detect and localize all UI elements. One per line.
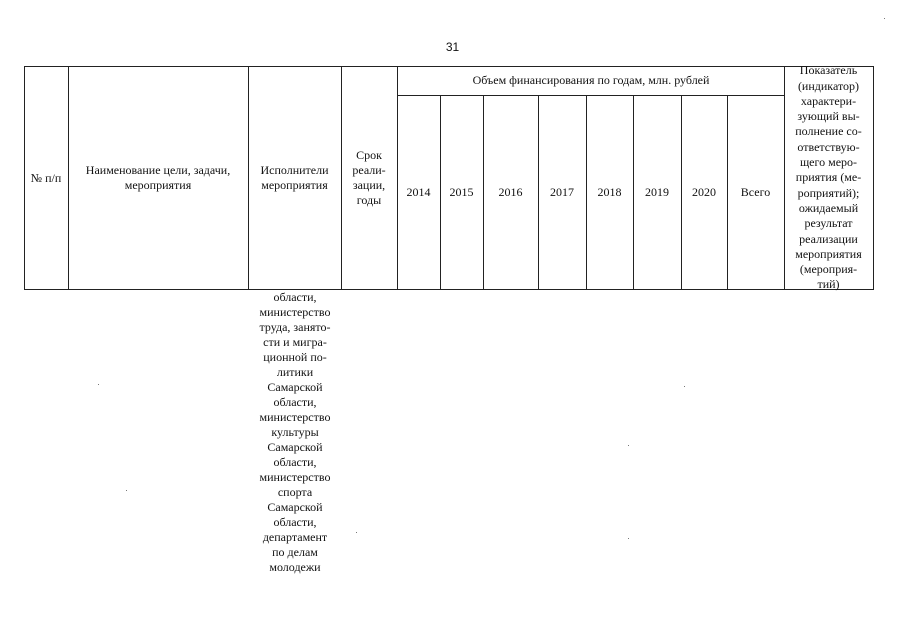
header-name [68,66,248,290]
header-name-line: мероприятия [124,178,192,192]
continuation-line: области, [273,395,317,409]
header-indicator-line: роприятий); [797,185,860,200]
scan-speck [628,538,629,539]
continuation-line: по делам [272,545,318,559]
header-indicator-line: характери- [800,93,857,108]
header-term [341,66,397,290]
year-header-total: Всего [740,185,771,199]
continuation-line: культуры [271,425,319,439]
header-indicator-line: результат [804,216,853,231]
continuation-line: Самарской [267,380,323,394]
scan-speck [98,384,99,385]
header-executors [248,66,341,290]
page-number: 31 [445,40,460,54]
continuation-line: литики [276,365,314,379]
continuation-line: Самарской [267,500,323,514]
continuation-line: сти и мигра- [263,335,327,349]
scan-speck [884,18,885,19]
header-term-line: Срок [356,148,382,162]
header-funding [397,66,785,95]
header-number-text: № п/п [30,170,62,185]
header-funding-text: Объем финансирования по годам, млн. рублей [472,73,710,87]
header-name-line: Наименование цели, задачи, [85,163,231,177]
header-executors-line: мероприятия [261,178,328,192]
header-indicator [784,63,873,292]
table-border-right [873,66,874,290]
year-header-2017: 2017 [550,185,574,199]
continuation-line: спорта [277,485,313,499]
year-header-2016: 2016 [498,185,523,199]
scan-speck [126,490,127,491]
year-header-2018: 2018 [597,185,622,199]
continuation-line: ционной по- [263,350,327,364]
header-term-line: реали- [352,163,386,177]
executors-continuation-text [248,290,342,575]
header-number [24,66,68,290]
header-executors-line: Исполнители [260,163,329,177]
year-header-2015: 2015 [449,185,474,199]
header-indicator-line: (мероприя- [799,262,858,277]
header-indicator-line: мероприятия [795,246,862,261]
header-indicator-line: Показатель [799,63,858,78]
header-indicator-line: ответствую- [797,139,860,154]
continuation-line: департамент [262,530,328,544]
financing-table-header [24,63,874,292]
header-indicator-line: зующий вы- [797,109,860,124]
year-header-2014: 2014 [406,185,431,199]
header-term-line: годы [356,193,382,207]
continuation-line: области, [273,290,317,304]
header-indicator-line: щего меро- [799,155,858,170]
continuation-line: Самарской [267,440,323,454]
header-indicator-line: тий) [817,277,840,292]
continuation-line: министерство [259,305,331,319]
continuation-line: министерство [259,470,331,484]
header-indicator-line: приятия (ме- [795,170,862,185]
continuation-line: области, [273,455,317,469]
header-indicator-line: ожидаемый [798,200,859,215]
year-header-2020: 2020 [692,185,716,199]
header-term-line: зации, [352,178,386,192]
continuation-line: министерство [259,410,331,424]
scan-speck [628,445,629,446]
header-indicator-line: реализации [799,231,858,246]
scan-speck [684,386,685,387]
scan-speck [356,532,357,533]
header-indicator-line: полнение со- [795,124,862,139]
continuation-line: области, [273,515,317,529]
year-header-2019: 2019 [645,185,669,199]
continuation-line: труда, занято- [259,320,331,334]
header-indicator-line: (индикатор) [797,78,860,93]
continuation-line: молодежи [269,560,321,574]
